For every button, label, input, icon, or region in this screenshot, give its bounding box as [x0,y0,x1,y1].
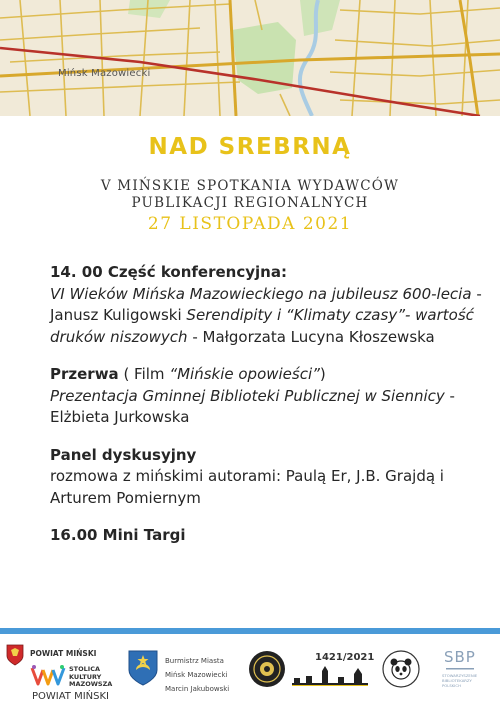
burmistrz-text [165,654,229,696]
sbp-small-line-3: POLSKICH [442,683,461,688]
section-conference [50,262,490,348]
minsk-crest-icon [128,650,158,686]
sbp-small-line-1: STOWARZYSZENIE [442,673,478,678]
program [50,262,490,547]
event-date: 27 LISTOPADA 2021 [147,214,353,234]
section-fair-heading: 16.00 Mini Targi [50,526,186,544]
stolica-line-2: KULTURY [69,672,102,681]
map-graphic [0,0,500,116]
film-suffix: ) [319,365,326,383]
burmistrz-line-3: Marcin Jakubowski [165,685,230,693]
section-break [50,364,490,429]
stolica-line-3: MAZOWSZA [69,680,113,688]
section-panel [50,445,490,510]
subtitle-line-1: V MIŃSKIE SPOTKANIA WYDAWCÓW [100,178,400,194]
section-conference-heading: 14. 00 Część konferencyjna: [50,263,287,281]
stolica-kultury-logo-icon [30,664,66,686]
section-break-heading: Przerwa [50,365,119,383]
stolica-line-1: STOLICA [69,665,101,673]
powiat-crest-icon [6,644,24,666]
stolica-kultury-text [69,666,112,689]
sbp-mark-icon [446,666,474,672]
talk-title-1: VI Wieków Mińska Mazowieckiego na jubileusz 600-lecia [50,284,472,303]
film-title: “Mińskie opowieści” [169,365,320,383]
talk-title-2: Serendipity i “Klimaty czasy”- wartość druków niszowych [50,306,474,346]
subtitle-line-2: PUBLIKACJI REGIONALNYCH [131,195,369,211]
powiat-label-top: POWIAT MIŃSKI [30,649,97,658]
burmistrz-line-1: Burmistrz Miasta [165,657,224,665]
anniversary-label: 1421/2021 [315,652,375,663]
section-panel-heading: Panel dyskusyjny [50,445,197,464]
talk-speaker-1: - Janusz Kuligowski [50,284,482,324]
panel-description: rozmowa z mińskimi autorami: Paulą Er, J.B. Grajdą i Arturem Pomiernym [50,467,444,507]
sbp-small-text [442,673,477,688]
talk-speaker-2: - Małgorzata Lucyna Kłoszewska [187,327,435,346]
map-header [0,0,500,116]
section-fair [50,525,490,547]
round-seal-icon [248,650,286,688]
event-title: NAD SREBRNĄ [148,134,352,160]
sbp-logo-text: SBP [444,648,476,666]
sbp-small-line-2: BIBLIOTEKARZY [442,678,472,683]
panda-seal-icon [382,650,420,688]
presentation-title: Prezentacja Gminnej Biblioteki Publicznej w Siennicy [50,386,445,405]
sponsor-footer [0,634,500,707]
film-prefix: ( Film [118,365,170,383]
town-skyline-icon [292,666,368,686]
burmistrz-line-2: Mińsk Mazowiecki [165,671,228,679]
powiat-label-bottom: POWIAT MIŃSKI [32,691,110,702]
map-city-label: Mińsk Mazowiecki [58,68,151,79]
presentation-speaker: - Elżbieta Jurkowska [50,386,455,426]
